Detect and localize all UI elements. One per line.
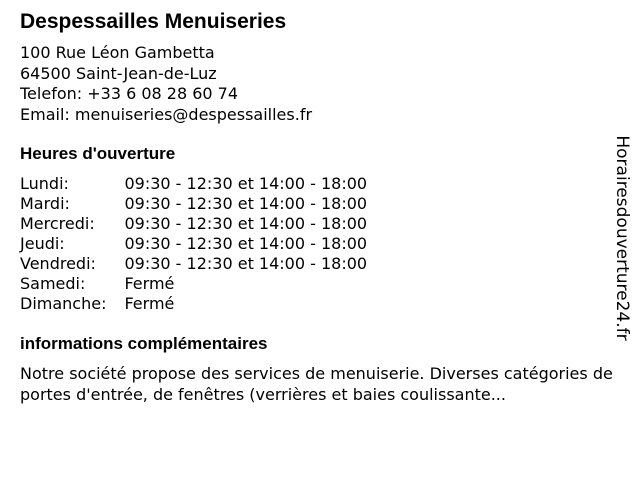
hours-row-saturday: [20, 274, 367, 294]
hours-row-sunday: [20, 294, 367, 314]
business-description: Notre société propose des services de menuiserie. Diverses catégories de portes d'entrée, de fenêtres (verrières et baies coulissante...: [20, 364, 613, 404]
info-heading: informations complémentaires: [20, 334, 268, 353]
day-hours: 09:30 - 12:30 et 14:00 - 18:00: [124, 174, 368, 193]
day-hours: 09:30 - 12:30 et 14:00 - 18:00: [124, 234, 368, 253]
day-label: Mardi:: [20, 194, 70, 213]
day-hours: 09:30 - 12:30 et 14:00 - 18:00: [124, 194, 368, 213]
hours-row-wednesday: [20, 214, 367, 234]
hours-table: [20, 174, 367, 314]
address-street: 100 Rue Léon Gambetta: [20, 43, 215, 62]
day-label: Samedi:: [20, 274, 86, 293]
hours-row-thursday: [20, 234, 367, 254]
email-line: Email: menuiseries@despessailles.fr: [20, 104, 313, 124]
address-city: 64500 Saint-Jean-de-Luz: [20, 63, 217, 83]
phone-line: Telefon: +33 6 08 28 60 74: [20, 84, 239, 103]
hours-row-monday: [20, 174, 367, 194]
contact-block: [20, 43, 312, 125]
day-hours: Fermé: [124, 274, 175, 293]
hours-row-friday: [20, 254, 367, 274]
day-label: Mercredi:: [20, 214, 95, 233]
hours-row-tuesday: [20, 194, 367, 214]
day-label: Lundi:: [20, 174, 69, 193]
site-watermark: Horairesdouverture24.fr: [612, 135, 632, 341]
day-label: Jeudi:: [20, 234, 65, 253]
day-hours: 09:30 - 12:30 et 14:00 - 18:00: [124, 254, 368, 273]
day-label: Dimanche:: [20, 294, 107, 313]
day-hours: Fermé: [124, 294, 175, 313]
day-hours: 09:30 - 12:30 et 14:00 - 18:00: [124, 214, 368, 233]
hours-heading: Heures d'ouverture: [20, 144, 176, 163]
day-label: Vendredi:: [20, 254, 96, 273]
business-name: Despessailles Menuiseries: [20, 10, 287, 33]
